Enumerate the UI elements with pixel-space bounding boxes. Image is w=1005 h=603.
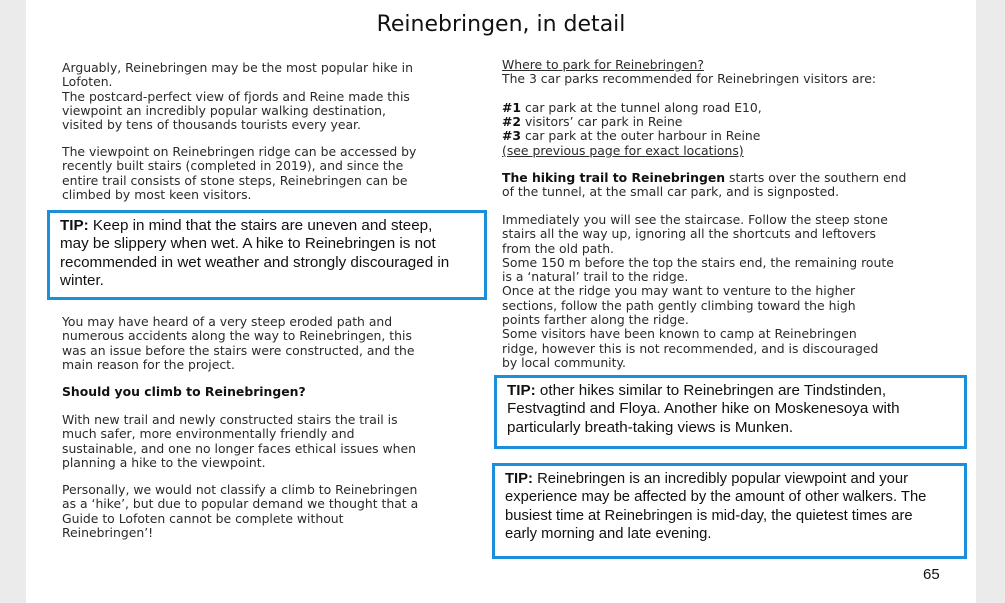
text-line: You may have heard of a very steep eroded path and [62,314,393,329]
text-line: viewpoint an incredibly popular walking destination, [62,102,386,118]
tip-line: particularly breath-taking views is Munken. [507,418,794,436]
text-line: was an issue before the stairs were constructed, and the [62,342,415,358]
tip-text: Reinebringen is an incredibly popular viewpoint and your [537,471,909,487]
personal-paragraph [62,483,482,540]
text-line: by local community. [502,354,626,370]
tip-text: other hikes similar to Reinebringen are Tindstinden, [539,382,887,399]
text-line: as a ‘hike’, but due to popular demand we thought that a [62,496,419,512]
text-line: Reinebringen’! [62,524,154,540]
tip-line [507,382,956,400]
intro-paragraph [62,61,482,132]
text-line: visited by tens of thousands tourists every year. [62,117,361,133]
tip-box-similar-hikes [494,375,967,449]
text-line: main reason for the project. [62,356,235,372]
safer-paragraph [62,413,482,470]
car-park-number: #2 [502,114,522,130]
trail-paragraph [502,171,957,200]
tip-label: TIP: [60,217,89,234]
history-paragraph [62,315,482,372]
tip-text: Keep in mind that the stairs are uneven and steep, [92,217,433,234]
tip-line: winter. [60,272,104,290]
text-line: stairs all the way up, ignoring all the shortcuts and leftovers [502,226,876,242]
see-previous-page-link[interactable]: (see previous page for exact locations) [502,142,744,158]
text-line: recently built stairs (completed in 2019), and since the [62,158,404,174]
text-line: is a ‘natural’ trail to the ridge. [502,269,689,285]
page-title: Reinebringen, in detail [376,12,626,37]
tip-line: may be slippery when wet. A hike to Reinebringen is not [60,235,436,253]
text-line: numerous accidents along the way to Reinebringen, this [62,328,412,344]
tip-box-crowds [492,463,967,559]
text-line: planning a hike to the viewpoint. [62,454,266,470]
car-park-item [502,101,957,115]
text-line: from the old path. [502,240,614,256]
tip-label: TIP: [505,471,533,487]
trail-text: starts over the southern end [725,170,907,185]
text-line: The postcard-perfect view of fjords and Reine made this [62,88,410,104]
parking-intro: The 3 car parks recommended for Reinebringen visitors are: [502,71,877,87]
tip-label: TIP: [507,382,536,399]
text-line: climbed by most keen visitors. [62,186,252,202]
tip-line [60,217,476,235]
tip-line: recommended in wet weather and strongly discouraged in [60,253,450,271]
text-line: Arguably, Reinebringen may be the most popular hike in [62,60,413,75]
text-line: Once at the ridge you may want to venture to the higher [502,283,856,299]
parking-heading: Where to park for Reinebringen? [502,57,704,72]
tip-line: experience may be affected by the amount of other walkers. The [505,489,927,506]
tip-box-stairs [47,210,487,300]
trail-heading: The hiking trail to Reinebringen [502,170,726,185]
text-line: sustainable, and one no longer faces ethical issues when [62,440,416,456]
stairs-paragraph [62,145,482,202]
text-line: The viewpoint on Reinebringen ridge can be accessed by [62,144,417,159]
section-heading-should-climb: Should you climb to Reinebringen? [62,384,306,399]
text-line: points farther along the ridge. [502,312,689,328]
car-park-text: car park at the outer harbour in Reine [521,128,761,144]
tip-line: Festvagtind and Floya. Another hike on Moskenesoya with [507,400,900,418]
page-number: 65 [923,566,940,583]
tip-line: early morning and late evening. [505,526,712,543]
text-line: Some visitors have been known to camp at Reinebringen [502,326,857,342]
car-park-item [502,115,957,129]
text-line: Guide to Lofoten cannot be complete without [62,510,344,526]
text-line [502,171,957,185]
car-park-number: #3 [502,128,522,144]
text-line: ridge, however this is not recommended, and is discouraged [502,340,879,356]
parking-section [502,58,957,158]
text-line: entire trail consists of stone steps, Reinebringen can be [62,172,408,188]
car-park-item [502,129,957,143]
text-line: Lofoten. [62,74,113,90]
text-line: Immediately you will see the staircase. Follow the steep stone [502,212,888,227]
car-park-text: visitors’ car park in Reine [521,114,683,130]
tip-line [505,470,956,488]
route-paragraph [502,213,957,370]
document-page [26,0,976,603]
text-line: much safer, more environmentally friendly and [62,426,355,442]
spacer [502,87,957,101]
text-line: Some 150 m before the top the stairs end, the remaining route [502,254,894,270]
car-park-number: #1 [502,99,522,115]
text-line: With new trail and newly constructed stairs the trail is [62,412,398,427]
tip-line: busiest time at Reinebringen is mid-day, the quietest times are [505,507,913,524]
text-line: of the tunnel, at the small car park, and is signposted. [502,184,840,200]
car-park-text: car park at the tunnel along road E10, [521,99,762,115]
text-line: Personally, we would not classify a climb to Reinebringen [62,482,418,497]
text-line: sections, follow the path gently climbing toward the high [502,297,856,313]
